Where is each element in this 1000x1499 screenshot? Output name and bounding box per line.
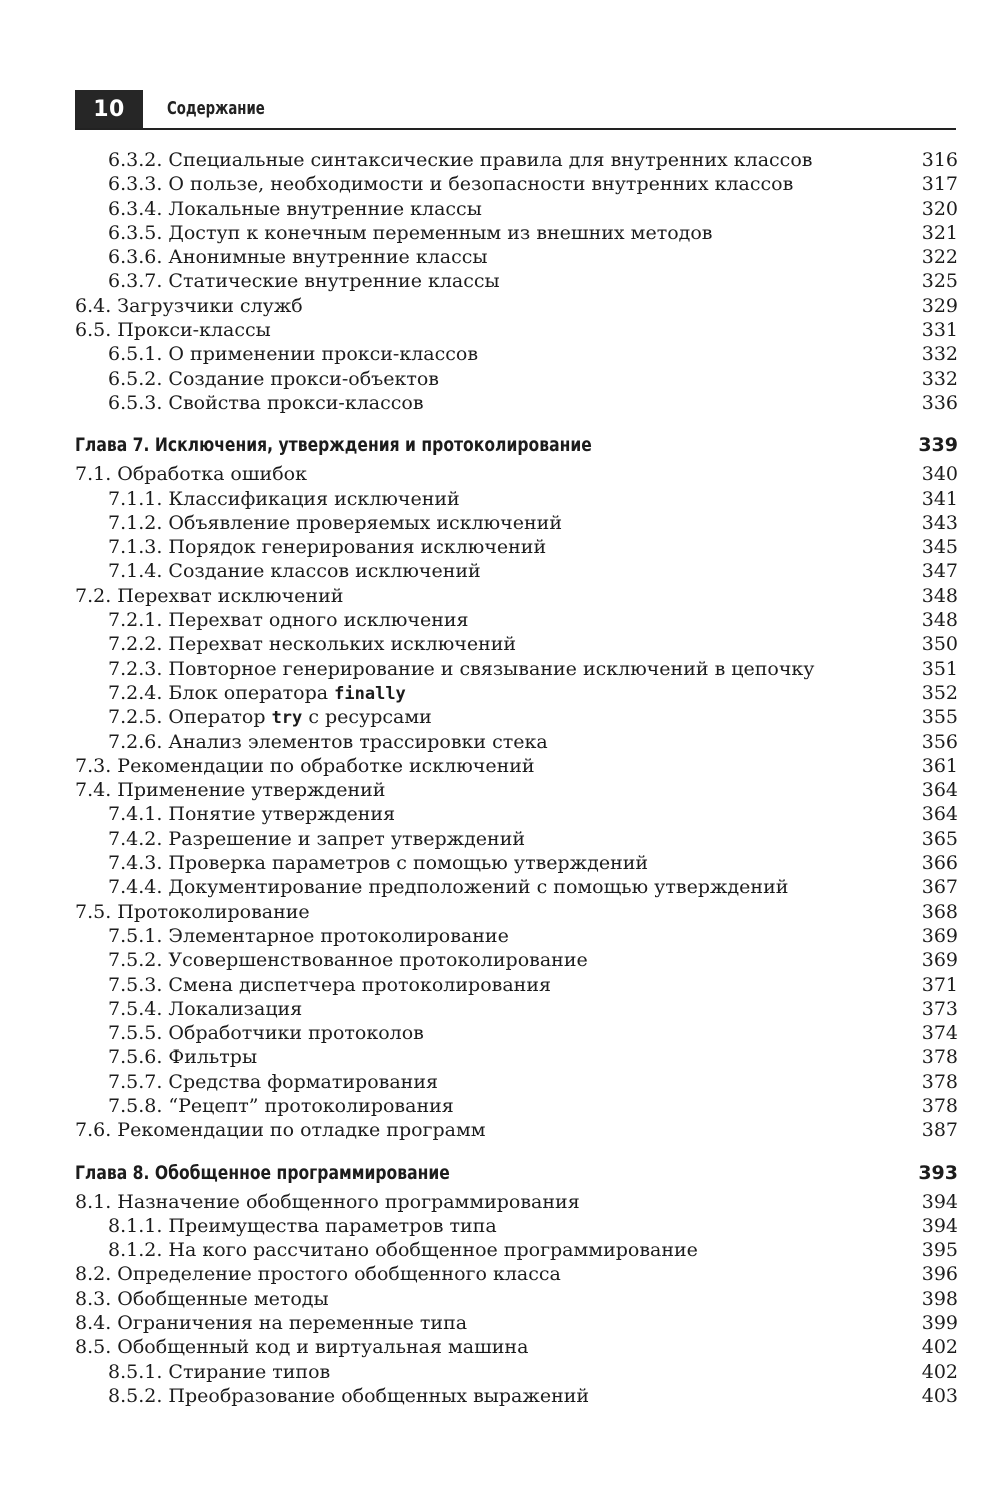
toc-entry-text: 7.2.5. Оператор (108, 706, 272, 729)
toc-entry-text: 8.4. Ограничения на переменные типа (75, 1312, 468, 1335)
toc-entry-title (108, 705, 432, 730)
toc-entry-text: 8.5.2. Преобразование обобщенных выражений (108, 1384, 590, 1407)
toc-entry (75, 875, 958, 899)
toc-entry-text: 7.5.4. Локализация (108, 997, 303, 1020)
toc-page-number: 364 (921, 779, 958, 802)
toc-entry-text: 6.3.6. Анонимные внутренние классы (108, 246, 488, 269)
toc-page-number: 364 (921, 803, 958, 826)
toc-page-number: 394 (921, 1214, 958, 1237)
toc-entry-title (75, 462, 307, 486)
toc-entry (75, 221, 958, 245)
toc-entry-text: 6.5.2. Создание прокси-объектов (108, 367, 439, 390)
toc-page-number: 343 (921, 511, 958, 534)
toc-entry-title (108, 1045, 257, 1069)
toc-entry-title (75, 318, 271, 342)
toc-entry-text: 7.1. Обработка ошибок (75, 463, 307, 486)
toc-entry (75, 342, 958, 366)
toc-entry-text: 7.1.3. Порядок генерирования исключений (108, 536, 547, 559)
toc-entry-text: 8.1. Назначение обобщенного программирования (75, 1190, 580, 1213)
toc-entry-text: 6.5. Прокси-классы (75, 319, 271, 342)
toc-entry (75, 1287, 958, 1311)
toc-entry (75, 1360, 958, 1384)
toc-entry-text: 6.5.3. Свойства прокси-классов (108, 391, 424, 414)
toc-entry-title (108, 1021, 424, 1045)
toc-entry-title (108, 1094, 454, 1118)
toc-entry (75, 511, 958, 535)
toc-entry-title (108, 391, 424, 415)
toc-entry (75, 1214, 958, 1238)
toc-entry-text: 6.3.5. Доступ к конечным переменным из внешних методов (108, 221, 713, 244)
toc-page-number: 320 (921, 197, 958, 220)
toc-page-number: 348 (921, 609, 958, 632)
toc-page-number: 402 (921, 1336, 958, 1359)
toc-entry-text: 7.5.3. Смена диспетчера протоколирования (108, 973, 551, 996)
toc-entry-text: 7.5.7. Средства форматирования (108, 1070, 438, 1093)
toc-entry-text: 7.6. Рекомендации по отладке программ (75, 1119, 486, 1142)
toc-page-number: 403 (921, 1384, 958, 1407)
toc-entry-title (108, 657, 815, 681)
toc-entry-title (108, 827, 525, 851)
toc-page-number: 355 (921, 706, 958, 729)
code-keyword: finally (334, 683, 406, 704)
toc-entry-text: 7.5.6. Фильтры (108, 1046, 258, 1069)
toc-page-number: 361 (921, 754, 958, 777)
toc-entry-title (75, 1159, 450, 1188)
toc-entry-title (75, 1311, 467, 1335)
toc-entry-text: 6.3.2. Специальные синтаксические правила для внутренних классов (108, 149, 813, 171)
toc-entry-text: 8.5.1. Стирание типов (108, 1360, 331, 1383)
toc-entry (75, 1118, 958, 1142)
toc-page-number: 394 (921, 1190, 958, 1213)
toc-entry (75, 657, 958, 681)
toc-entry (75, 997, 958, 1021)
toc-page-number: 316 (921, 149, 958, 171)
toc-page-number: 351 (921, 657, 958, 680)
toc-entry (75, 973, 958, 997)
page-number: 10 (75, 90, 143, 128)
code-keyword: try (271, 708, 303, 729)
toc-entry (75, 1045, 958, 1069)
toc-entry-text: 7.4.1. Понятие утверждения (108, 803, 396, 826)
toc-page-number: 396 (921, 1263, 958, 1286)
toc-entry (75, 1311, 958, 1335)
toc-entry-title (108, 875, 788, 899)
toc-page-number: 367 (921, 876, 958, 899)
toc-entry-text: 7.2.2. Перехват нескольких исключений (108, 633, 517, 656)
toc-page-number: 369 (921, 949, 958, 972)
toc-entry (75, 754, 958, 778)
toc-entry-text: 7.2. Перехват исключений (75, 584, 344, 607)
toc-entry (75, 487, 958, 511)
toc-entry (75, 681, 958, 705)
toc-entry (75, 1238, 958, 1262)
toc-entry (75, 608, 958, 632)
toc-entry (75, 1335, 958, 1359)
chapter-heading (75, 1159, 958, 1188)
toc-entry-title (108, 948, 588, 972)
toc-page-number: 339 (918, 434, 958, 457)
toc-page-number: 387 (921, 1119, 958, 1142)
toc-entry-title (108, 632, 516, 656)
toc-entry (75, 948, 958, 972)
toc-entry-title (75, 584, 343, 608)
toc-page-number: 317 (921, 173, 958, 196)
toc-entry (75, 705, 958, 729)
toc-entry-text: 7.4.4. Документирование предположений с помощью утверждений (108, 876, 789, 899)
toc-entry (75, 559, 958, 583)
toc-page-number: 374 (921, 1022, 958, 1045)
toc-entry-text: 6.4. Загрузчики служб (75, 294, 303, 317)
toc-entry-text: 7.5.2. Усовершенствованное протоколирование (108, 949, 588, 972)
toc-page-number: 321 (921, 221, 958, 244)
toc-entry-text: 8.2. Определение простого обобщенного класса (75, 1263, 561, 1286)
toc-entry-title (108, 802, 395, 826)
table-of-contents (75, 148, 958, 1408)
toc-entry (75, 1021, 958, 1045)
toc-entry (75, 318, 958, 342)
toc-entry-text: 7.3. Рекомендации по обработке исключений (75, 754, 535, 777)
toc-page-number: 368 (921, 900, 958, 923)
toc-entry (75, 367, 958, 391)
toc-entry-text: 6.3.7. Статические внутренние классы (108, 270, 500, 293)
toc-page-number: 341 (921, 487, 958, 510)
toc-page-number: 371 (921, 973, 958, 996)
toc-entry-text: Глава 7. Исключения, утверждения и протоколирование (75, 434, 592, 457)
toc-entry-title (75, 431, 592, 460)
toc-entry-title (75, 778, 385, 802)
toc-entry-text: 7.4. Применение утверждений (75, 779, 386, 802)
toc-page-number: 402 (921, 1360, 958, 1383)
toc-entry-title (108, 997, 302, 1021)
toc-entry (75, 245, 958, 269)
toc-entry-text: 7.1.2. Объявление проверяемых исключений (108, 511, 562, 534)
toc-entry-title (108, 197, 482, 221)
toc-entry-title (108, 1238, 698, 1262)
toc-entry-text: Глава 8. Обобщенное программирование (75, 1161, 450, 1184)
toc-entry-text: 7.5. Протоколирование (75, 900, 310, 923)
toc-page-number: 395 (921, 1239, 958, 1262)
toc-page-number: 331 (921, 319, 958, 342)
toc-entry-text: 8.1.1. Преимущества параметров типа (108, 1214, 497, 1237)
toc-entry (75, 924, 958, 948)
toc-page-number: 332 (921, 343, 958, 366)
toc-page-number: 322 (921, 246, 958, 269)
toc-entry-title (108, 924, 509, 948)
toc-page-number: 350 (921, 633, 958, 656)
toc-entry-title (108, 245, 488, 269)
toc-page-number: 340 (921, 463, 958, 486)
toc-entry-text: 7.5.8. “Рецепт” протоколирования (108, 1094, 454, 1117)
page-header (75, 90, 956, 130)
toc-page-number: 378 (921, 1094, 958, 1117)
toc-page-number: 378 (921, 1070, 958, 1093)
toc-entry-title (75, 900, 310, 924)
toc-entry-title (108, 559, 481, 583)
toc-page-number: 378 (921, 1046, 958, 1069)
toc-entry-text: 6.3.3. О пользе, необходимости и безопасности внутренних классов (108, 173, 794, 196)
toc-entry (75, 632, 958, 656)
toc-entry-title (75, 1262, 561, 1286)
toc-entry-text: 7.2.1. Перехват одного исключения (108, 609, 469, 632)
toc-entry (75, 1070, 958, 1094)
toc-entry (75, 148, 958, 172)
toc-entry-title (75, 294, 303, 318)
toc-entry-title (108, 1214, 497, 1238)
toc-entry-title (75, 754, 535, 778)
toc-entry-text: 7.4.2. Разрешение и запрет утверждений (108, 827, 526, 850)
toc-page-number: 366 (921, 852, 958, 875)
toc-entry (75, 294, 958, 318)
toc-page-number: 325 (921, 270, 958, 293)
toc-page-number: 373 (921, 997, 958, 1020)
toc-entry-title (108, 148, 812, 172)
toc-entry-title (75, 1118, 486, 1142)
toc-entry-text: 7.4.3. Проверка параметров с помощью утверждений (108, 852, 649, 875)
toc-entry (75, 802, 958, 826)
toc-entry-text: 7.1.1. Классификация исключений (108, 487, 460, 510)
toc-entry-title (75, 1287, 329, 1311)
toc-entry-title (108, 681, 406, 706)
toc-page-number: 336 (921, 391, 958, 414)
toc-entry-title (108, 342, 478, 366)
toc-entry-title (108, 269, 500, 293)
toc-page-number: 356 (921, 730, 958, 753)
toc-entry (75, 1190, 958, 1214)
toc-entry (75, 730, 958, 754)
chapter-heading (75, 431, 958, 460)
toc-entry-text: 8.5. Обобщенный код и виртуальная машина (75, 1336, 529, 1359)
toc-entry-title (75, 1335, 528, 1359)
toc-entry-text: 7.1.4. Создание классов исключений (108, 560, 481, 583)
toc-entry-title (108, 730, 548, 754)
toc-page-number: 348 (921, 584, 958, 607)
toc-entry (75, 1262, 958, 1286)
toc-entry-text: 7.2.6. Анализ элементов трассировки стека (108, 730, 548, 753)
toc-entry-title (108, 172, 793, 196)
toc-entry-title (75, 1190, 580, 1214)
toc-entry-text: 6.5.1. О применении прокси-классов (108, 343, 479, 366)
toc-entry-text: 7.2.3. Повторное генерирование и связывание исключений в цепочку (108, 657, 815, 680)
toc-entry-title (108, 608, 469, 632)
toc-entry (75, 827, 958, 851)
toc-entry (75, 535, 958, 559)
toc-entry (75, 778, 958, 802)
toc-entry-text: 7.5.1. Элементарное протоколирование (108, 924, 509, 947)
toc-entry (75, 197, 958, 221)
toc-entry (75, 462, 958, 486)
toc-entry-title (108, 511, 562, 535)
toc-entry-text: 8.3. Обобщенные методы (75, 1287, 329, 1310)
toc-entry-text-suffix: с ресурсами (302, 706, 432, 729)
toc-page-number: 329 (921, 294, 958, 317)
toc-entry-title (108, 851, 648, 875)
toc-entry (75, 851, 958, 875)
toc-entry (75, 584, 958, 608)
toc-entry-title (108, 487, 460, 511)
toc-page-number: 393 (918, 1161, 958, 1184)
toc-page-number: 347 (921, 560, 958, 583)
running-title: Содержание (167, 98, 265, 119)
toc-page-number: 369 (921, 924, 958, 947)
toc-entry (75, 1384, 958, 1408)
toc-entry-title (108, 1070, 438, 1094)
toc-page-number: 398 (921, 1287, 958, 1310)
toc-entry-text: 7.2.4. Блок оператора (108, 681, 335, 704)
toc-entry (75, 391, 958, 415)
toc-page-number: 399 (921, 1312, 958, 1335)
toc-page-number: 365 (921, 827, 958, 850)
toc-entry-title (108, 973, 551, 997)
toc-entry-text: 7.5.5. Обработчики протоколов (108, 1022, 424, 1045)
toc-page-number: 332 (921, 367, 958, 390)
toc-page-number: 345 (921, 536, 958, 559)
toc-entry (75, 1094, 958, 1118)
toc-entry-text: 6.3.4. Локальные внутренние классы (108, 197, 482, 220)
toc-entry (75, 269, 958, 293)
toc-page-number: 352 (921, 681, 958, 704)
toc-entry (75, 172, 958, 196)
toc-entry-title (108, 1360, 330, 1384)
toc-entry-title (108, 1384, 589, 1408)
toc-entry-text: 8.1.2. На кого рассчитано обобщенное программирование (108, 1239, 698, 1262)
toc-entry-title (108, 221, 712, 245)
toc-entry-title (108, 367, 439, 391)
toc-entry (75, 900, 958, 924)
toc-entry-title (108, 535, 546, 559)
